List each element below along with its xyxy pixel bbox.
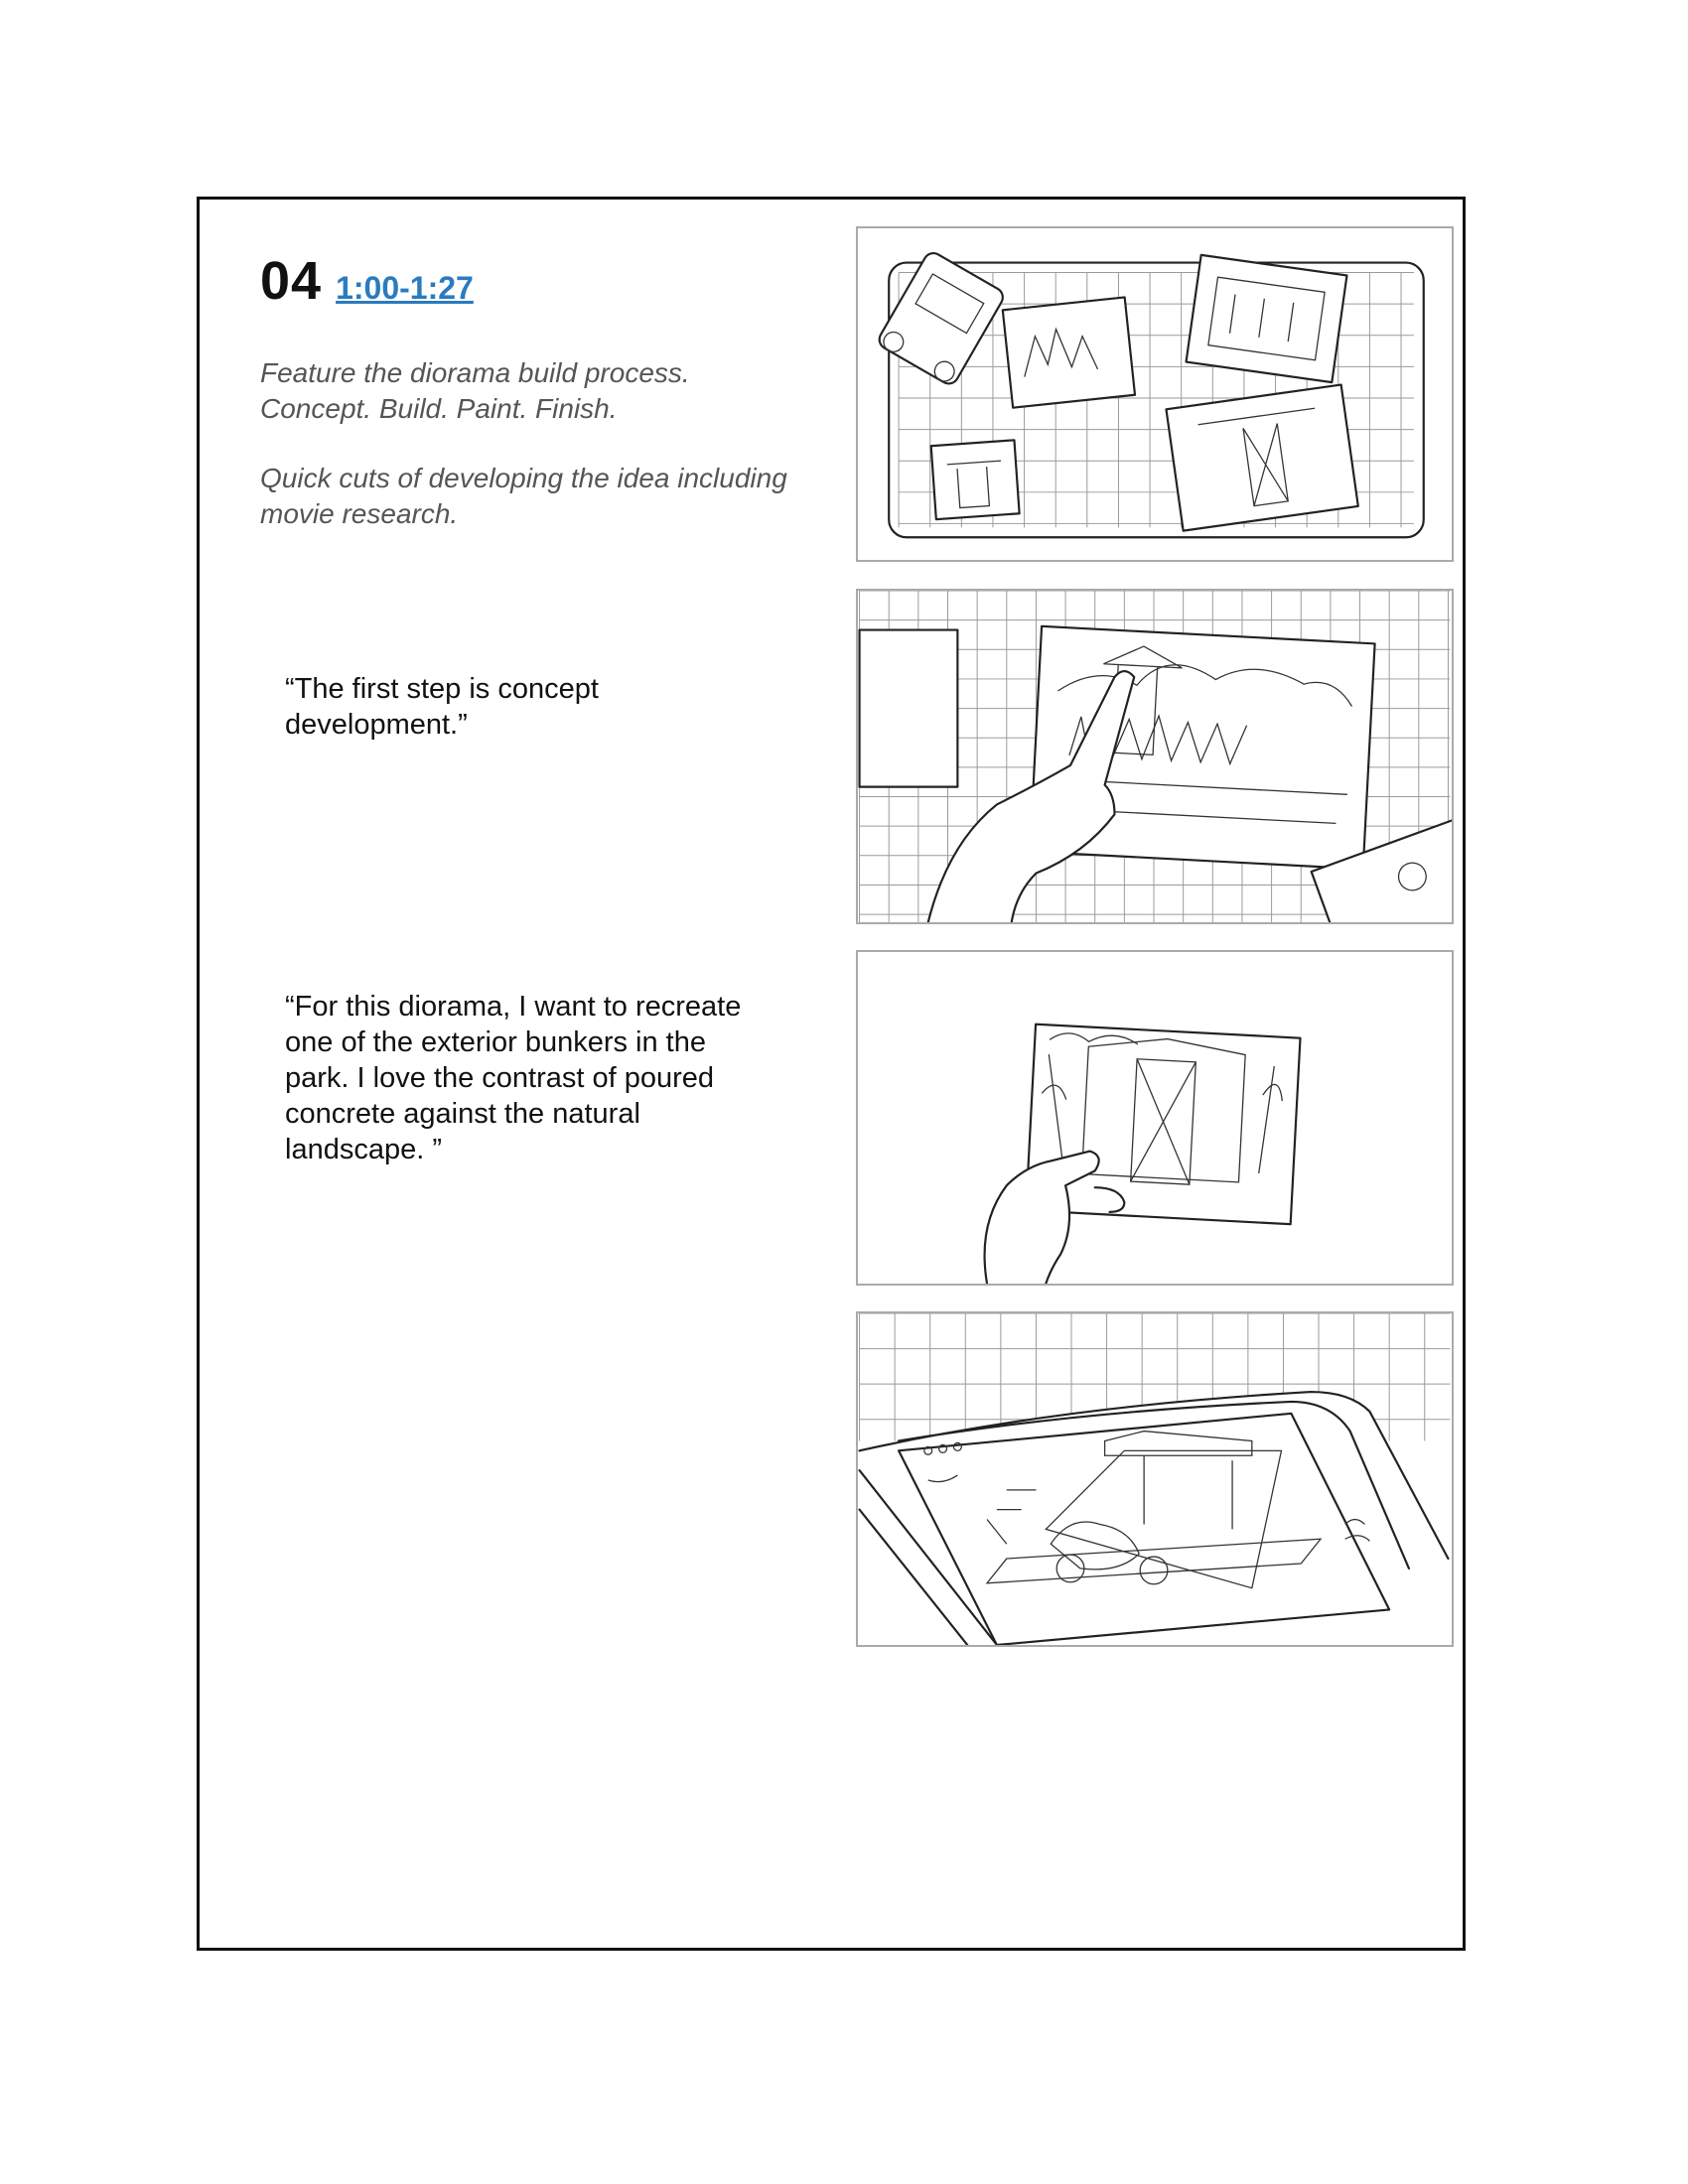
- scene-heading: [260, 250, 474, 312]
- scene-number: 04: [260, 251, 323, 311]
- dialogue-line: landscape. ”: [285, 1134, 442, 1165]
- dialogue-quote: [285, 989, 821, 1167]
- dialogue-line: “The first step is concept: [285, 673, 599, 705]
- dialogue-line: park. I love the contrast of poured: [285, 1062, 715, 1094]
- direction-note: [260, 461, 856, 532]
- dialogue-line: concrete against the natural: [285, 1098, 640, 1130]
- sketch-hand-holding-bunker-photo-icon: [858, 952, 1452, 1284]
- direction-line: Quick cuts of developing the idea including: [260, 463, 787, 493]
- sketch-photos-on-cutting-mat-icon: [858, 228, 1452, 560]
- storyboard-panel-1: [856, 226, 1454, 562]
- storyboard-panel-2: [856, 589, 1454, 924]
- sketch-tablet-diorama-concept-icon: [858, 1313, 1452, 1645]
- direction-line: Concept. Build. Paint. Finish.: [260, 393, 618, 424]
- direction-note: [260, 355, 856, 427]
- dialogue-line: “For this diorama, I want to recreate: [285, 991, 742, 1023]
- timecode-link[interactable]: 1:00-1:27: [336, 270, 474, 306]
- direction-line: movie research.: [260, 498, 459, 529]
- dialogue-line: one of the exterior bunkers in the: [285, 1026, 706, 1058]
- dialogue-line: development.”: [285, 709, 468, 741]
- dialogue-quote: [285, 671, 821, 743]
- storyboard-panel-4: [856, 1311, 1454, 1647]
- direction-line: Feature the diorama build process.: [260, 357, 690, 388]
- sketch-hand-pointing-at-photo-icon: [858, 591, 1452, 922]
- storyboard-panel-3: [856, 950, 1454, 1286]
